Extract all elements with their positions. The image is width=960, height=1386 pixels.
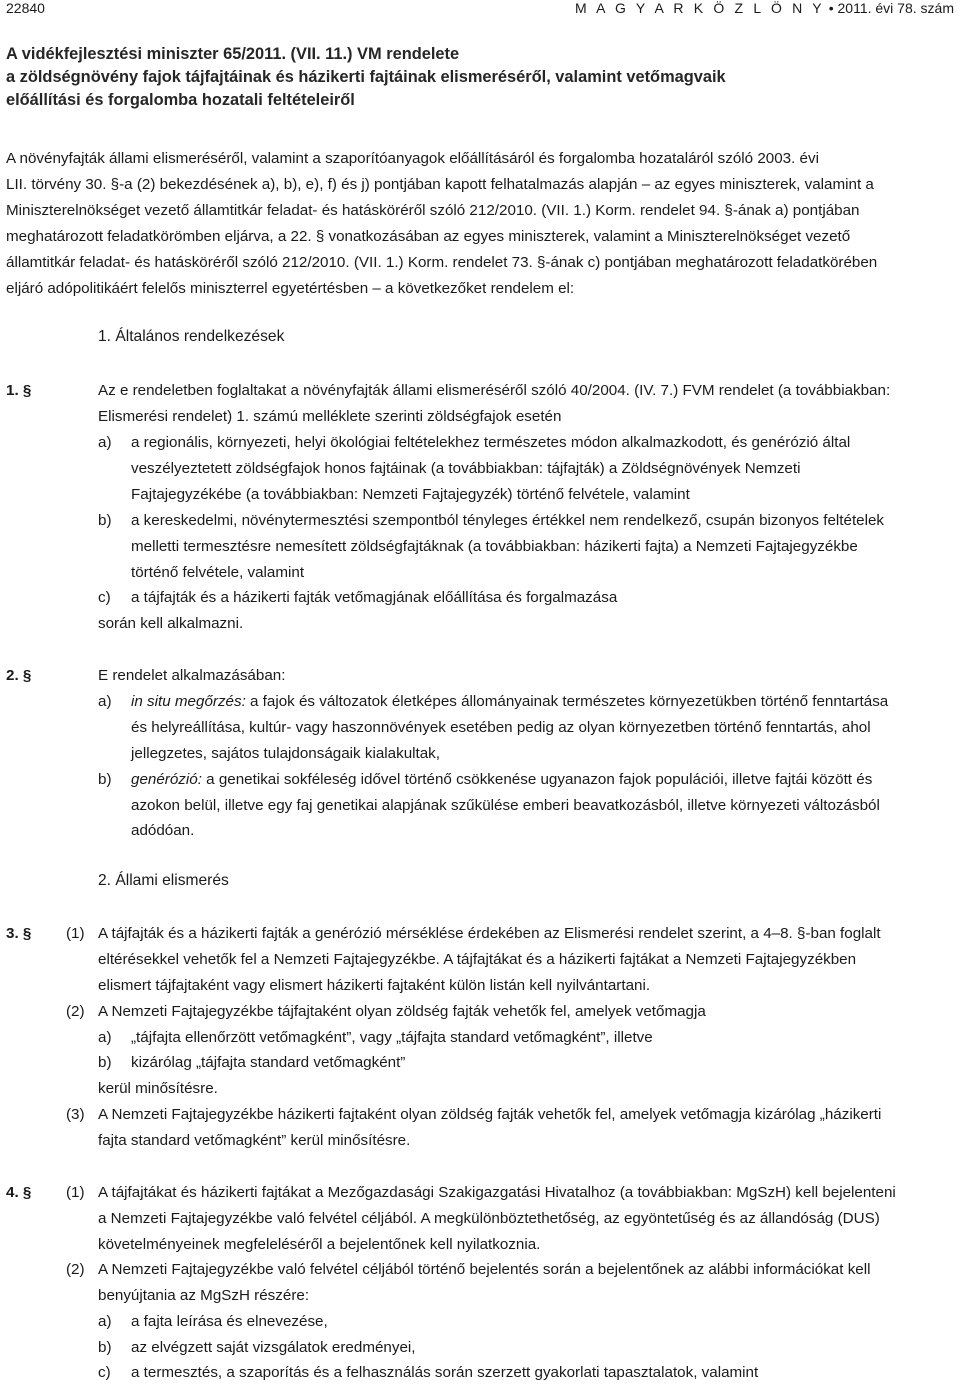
preamble-line: Miniszterelnökséget vezető államtitkár feladat- és hatásköréről szóló 212/2010. (VII. 1.) Korm. rendelet 94. §-ának a) pontjában xyxy=(6,202,860,219)
item-label: b) xyxy=(98,1339,112,1356)
title-line: előállítási és forgalomba hozatali feltételeiről xyxy=(6,91,355,109)
subsection-label: (2) xyxy=(66,1261,85,1278)
item-label: b) xyxy=(98,771,112,788)
section-heading: 1. Általános rendelkezések xyxy=(98,328,285,345)
text-line: A Nemzeti Fajtajegyzékbe tájfajtaként olyan zöldség fajták vehetők fel, amelyek vetőmagja xyxy=(98,1003,706,1020)
text-line: benyújtania az MgSzH részére: xyxy=(98,1287,310,1304)
paragraph-number: 4. § xyxy=(6,1184,32,1201)
text-line: kizárólag „tájfajta standard vetőmagként” xyxy=(131,1054,406,1071)
text-line: követelményeinek megfeleléséről a bejelentőnek kell nyilatkoznia. xyxy=(98,1236,541,1253)
text-line: A tájfajták és a házikerti fajták a genérózió mérséklése érdekében az Elismerési rendelet szerint, a 4–8. §-ban foglalt xyxy=(98,925,881,942)
text-line: az elvégzett saját vizsgálatok eredményei, xyxy=(131,1339,416,1356)
section-heading: 2. Állami elismerés xyxy=(98,872,229,889)
text-line: A Nemzeti Fajtajegyzékbe való felvétel céljából történő bejelentés során a bejelentőnek az alábbi információkat kell xyxy=(98,1261,871,1278)
text-line: jellegzetes, sajátos tulajdonságaik kialakultak, xyxy=(131,745,440,762)
subsection-label: (1) xyxy=(66,1184,85,1201)
text-line: Elismerési rendelet) 1. számú melléklete szerinti zöldségfajok esetén xyxy=(98,408,562,425)
text-line: fajta standard vetőmagként” kerül minősítésre. xyxy=(98,1132,411,1149)
text-line xyxy=(131,767,872,793)
title-line: a zöldségnövény fajok tájfajtáinak és házikerti fajtáinak elismeréséről, valamint vetőmagvaik xyxy=(6,68,726,86)
text-line: elismert tájfajtaként vagy elismert házikerti fajtaként külön listán kell nyilvántartani. xyxy=(98,977,651,994)
bullet-icon: • xyxy=(828,0,834,16)
paragraph-number: 2. § xyxy=(6,667,32,684)
decree-title xyxy=(6,43,956,112)
preamble-line: meghatározott feladatkörömben eljárva, a 22. § vonatkozásában az egyes miniszterek, valamint a Miniszterelnökséget vezető xyxy=(6,228,851,245)
title-line: A vidékfejlesztési miniszter 65/2011. (VII. 11.) VM rendelete xyxy=(6,45,460,63)
paragraph-number: 1. § xyxy=(6,382,32,399)
text-line: melletti termesztésre nemesített zöldségfajtáknak (a továbbiakban: házikerti fajta) a Nemzeti Fajtajegyzékbe xyxy=(131,538,858,555)
text-line: és helyreállítása, kultúr- vagy haszonnövények esetében pedig az olyan környezetben történő fenntartás, ahol xyxy=(131,719,871,736)
text-line: a regionális, környezeti, helyi ökológiai feltételekhez természetes módon alkalmazkodott, és genérózió által xyxy=(131,434,851,451)
journal-name: M A G Y A R K Ö Z L Ö N Y xyxy=(574,0,825,16)
text-line: veszélyeztetett zöldségfajok honos fajtáinak (a továbbiakban: tájfajták) a Zöldségnövények Nemzeti xyxy=(131,460,801,477)
preamble-line: LII. törvény 30. §-a (2) bekezdésének a), b), e), f) és j) pontjában kapott felhatalmazás alapján – az egyes miniszterek, valamint a xyxy=(6,176,874,193)
item-label: a) xyxy=(98,1029,112,1046)
text-line: során kell alkalmazni. xyxy=(98,615,244,632)
text-line: a termesztés, a szaporítás és a felhasználás során szerzett gyakorlati tapasztalatok, valamint xyxy=(131,1364,759,1381)
term: in situ megőrzés: xyxy=(131,693,246,710)
text-line: A Nemzeti Fajtajegyzékbe házikerti fajtaként olyan zöldség fajták vehetők fel, amelyek vetőmagja kizárólag „házikerti xyxy=(98,1106,882,1123)
text-line: a tájfajták és a házikerti fajták vetőmagjának előállítása és forgalmazása xyxy=(131,589,618,606)
journal-issue xyxy=(575,0,954,16)
text-line: történő felvétele, valamint xyxy=(131,564,305,581)
subsection-label: (1) xyxy=(66,925,85,942)
subsection-label: (3) xyxy=(66,1106,85,1123)
text-line: Fajtajegyzékébe (a továbbiakban: Nemzeti Fajtajegyzék) történő felvétele, valamint xyxy=(131,486,690,503)
term: genérózió: xyxy=(131,771,202,788)
preamble-line: A növényfajták állami elismeréséről, valamint a szaporítóanyagok előállításáról és forgalomba hozataláról szóló 2003. évi xyxy=(6,150,819,167)
item-label: b) xyxy=(98,512,112,529)
text-line: kerül minősítésre. xyxy=(98,1080,218,1097)
text-line: „tájfajta ellenőrzött vetőmagként”, vagy „tájfajta standard vetőmagként”, illetve xyxy=(131,1029,653,1046)
preamble-line: államtitkár feladat- és hatásköréről szóló 212/2010. (VII. 1.) Korm. rendelet 73. §-ának c) pontjában meghatározott feladatkörében xyxy=(6,254,878,271)
issue-label: 2011. évi 78. szám xyxy=(837,0,954,16)
definition: a genetikai sokféleség idővel történő csökkenése ugyanazon fajok populációi, illetve fajtái között és xyxy=(201,771,873,788)
preamble-line: eljáró adópolitikáért felelős miniszterrel egyetértésben – a következőket rendelem el: xyxy=(6,280,575,297)
item-label: a) xyxy=(98,1313,112,1330)
text-line: adódóan. xyxy=(131,822,195,839)
text-line: E rendelet alkalmazásában: xyxy=(98,667,286,684)
definition: a fajok és változatok életképes állományainak természetes környezetükben történő fenntartása xyxy=(245,693,889,710)
text-line xyxy=(131,689,888,715)
page-number: 22840 xyxy=(6,0,45,16)
preamble xyxy=(6,146,956,302)
item-label: a) xyxy=(98,693,112,710)
text-line: Az e rendeletben foglaltakat a növényfajták állami elismeréséről szóló 40/2004. (IV. 7.) FVM rendelet (a továbbiakban: xyxy=(98,382,891,399)
text-line: a fajta leírása és elnevezése, xyxy=(131,1313,328,1330)
item-label: a) xyxy=(98,434,112,451)
paragraph-number: 3. § xyxy=(6,925,32,942)
item-label: c) xyxy=(98,1364,111,1381)
item-label: c) xyxy=(98,589,111,606)
text-line: a Nemzeti Fajtajegyzékbe való felvétel céljából. A megkülönböztethetőség, az egyöntetűség és az állandóság (DUS) xyxy=(98,1210,880,1227)
text-line: eltérésekkel vehetők fel a Nemzeti Fajtajegyzékbe. A tájfajtákat és a házikerti fajtákat a Nemzeti Fajtajegyzékben xyxy=(98,951,857,968)
page-header xyxy=(6,0,954,18)
text-line: azokon belül, illetve egy faj genetikai alapjának szűkülése emberi beavatkozásból, illetve környezeti változásból xyxy=(131,797,880,814)
item-label: b) xyxy=(98,1054,112,1071)
subsection-label: (2) xyxy=(66,1003,85,1020)
text-line: A tájfajtákat és házikerti fajtákat a Mezőgazdasági Szakigazgatási Hivatalhoz (a továbbiakban: MgSzH) kell bejelenteni xyxy=(98,1184,896,1201)
text-line: a kereskedelmi, növénytermesztési szempontból tényleges értékkel nem rendelkező, csupán bizonyos feltételek xyxy=(131,512,885,529)
